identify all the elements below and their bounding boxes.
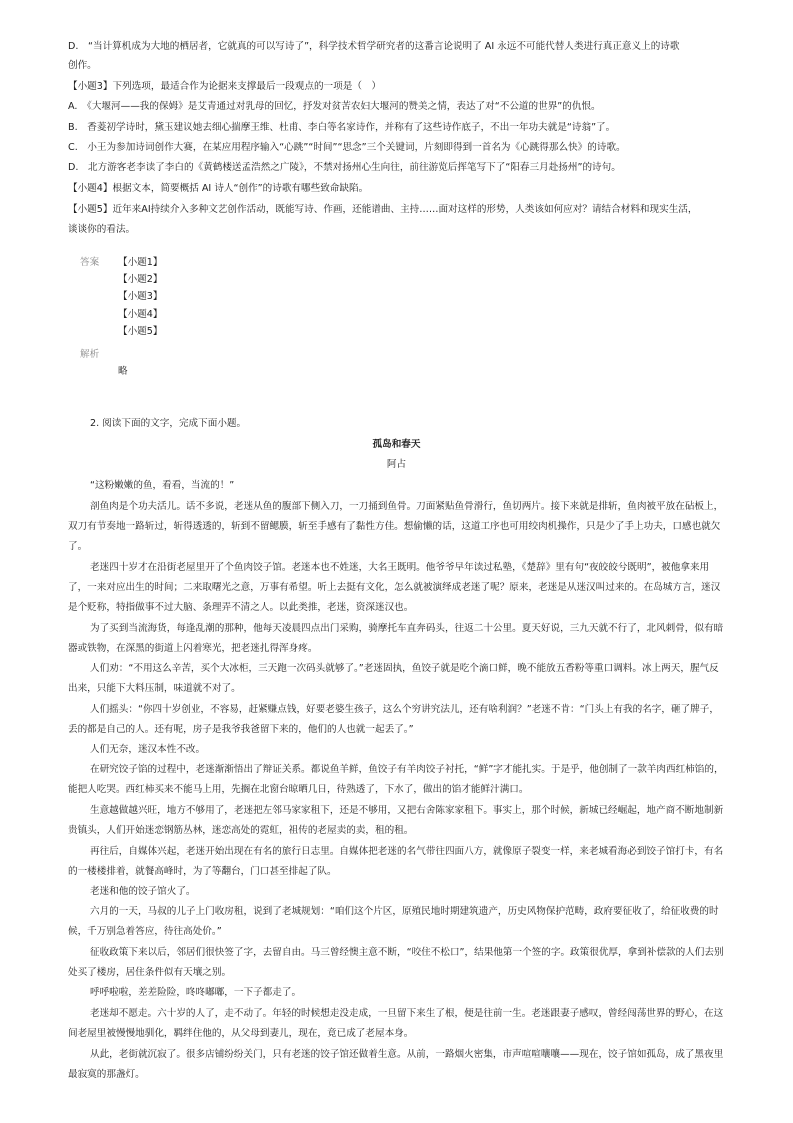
- answer-item: 【小题5】: [118, 326, 163, 337]
- article-paragraph: 征收政策下来以后，邻居们很快签了字，去留自由。马三曾经懊主意不断，“咬住不松口”，结果他第一个签的字。政策很优厚，拿到补偿款的人们去别处买了楼房，居住条件似有天壤之别。: [68, 947, 724, 978]
- q1-option-d-line2: 创作。: [68, 60, 97, 71]
- answer-item: 【小题2】: [118, 274, 163, 285]
- answer-item: 【小题4】: [118, 309, 163, 320]
- q5-stem-line2: 谈谈你的看法。: [68, 224, 136, 235]
- article-paragraph: 呼呼啦啦，差差险险，咚咚嘟嘟，一下子都走了。: [90, 987, 302, 998]
- article-paragraph: 人们无奈，迷汉本性不改。: [90, 744, 206, 755]
- answer-item: 【小题3】: [118, 291, 163, 302]
- article-author: 阿占: [386, 459, 407, 470]
- q5-stem-line1: 【小题5】近年来AI持续介入多种文艺创作活动，既能写诗、作画，还能谱曲、主持……面对这样的形势，人类该如何应对？请结合材料和现实生活，: [68, 204, 698, 215]
- article-paragraph: 从此，老街就沉寂了。很多店铺纷纷关门，只有老迷的饺子馆还做着生意。从前，一路烟火密集，市声喧喧嚷嚷——现在，饺子馆如孤岛，成了黑夜里最寂寞的那盏灯。: [68, 1049, 724, 1080]
- q3-option-a: A. 《大堰河——我的保姆》是艾青通过对乳母的回忆，抒发对贫苦农妇大堰河的赞美之情，表达了对“不公道的世界”的仇恨。: [68, 101, 601, 112]
- article-paragraph: 再往后，自媒体兴起，老迷开始出现在有名的旅行日志里。自媒体把老迷的名气带往四面八方，就像原子裂变一样，来老城看海必到饺子馆打卡，有名的一楼楼排着，就餐高峰时，为了等翻台，门口甚至排起了队。: [68, 846, 724, 877]
- q3-option-d: D. 北方游客老李读了李白的《黄鹤楼送孟浩然之广陵》，不禁对扬州心生向往，前往游览后挥笔写下了“阳春三月赴扬州”的诗句。: [68, 162, 621, 173]
- article-paragraph: 在研究饺子馅的过程中，老迷渐渐悟出了辩证关系。都说鱼羊鲜，鱼饺子有羊肉饺子衬托，“鲜”字才能扎实。于是乎，他创制了一款羊肉西红柿馅的，能把人吃哭。西红柿买来不能马上用，先搁在北窗台晾晒几日，待熟透了，下水了，做出的馅才能鲜汁满口。: [68, 764, 724, 795]
- article-title: 孤岛和春天: [372, 439, 421, 450]
- article-paragraph: 剖鱼肉是个功夫活儿。话不多说，老迷从鱼的腹部下侧入刀，一刀捅到鱼骨。刀面紧贴鱼骨滑行，鱼切两片。接下来就是排斩，鱼肉被平放在砧板上，双刀有节奏地一路斩过，斩得透透的，斩到不留鳃膜，斩至手感有了黏性方佳。想偷懒的话，这道工序也可用绞肉机操作，只是少了手上功夫，口感也就欠了。: [68, 501, 724, 552]
- article-paragraph: 六月的一天，马叔的儿子上门收房租，说到了老城规划：“咱们这个片区，原殖民地时期建筑遗产，历史风物保护范畴，政府要征收了，给征收费的时候，千万别急着答应，待往高处价。”: [68, 906, 719, 937]
- article-paragraph: 老迷和他的饺子馆火了。: [90, 886, 196, 897]
- article-paragraph: 人们摇头：“你四十岁创业，不容易，赶紧赚点钱，好要老婆生孩子，这么个穷讲究法儿，还有啥利润？”老迷不肯：“门头上有我的名字，砸了牌子，丢的都是自己的人。还有呢，房子是我爷我爸留下来的，他们的人也就一起丢了。”: [68, 704, 719, 735]
- analysis-text: 略: [118, 366, 128, 377]
- analysis-label: 解析: [80, 349, 100, 360]
- q3-option-b: B. 香菱初学诗时，黛玉建议她去细心揣摩王维、杜甫、李白等名家诗作，并称有了这些诗作底子，不出一年功夫就是“诗翁”了。: [68, 122, 616, 133]
- answer-label: 答案: [80, 257, 100, 268]
- article-paragraph: 生意越做越兴旺，地方不够用了，老迷把左邻马家家租下，还是不够用，又把右舍陈家家租下。事实上，那个时候，新城已经崛起，地产商不断地制新贵镇头，人们开始迷恋钢筋丛林，迷恋高处的霓虹，祖传的老屋卖的卖，租的租。: [68, 805, 724, 836]
- q1-option-d-line1: D. “当计算机成为大地的栖居者，它就真的可以写诗了”，科学技术哲学研究者的这番言论说明了 AI 永远不可能代替人类进行真正意义上的诗歌: [68, 41, 680, 52]
- article-paragraph: 人们劝：“不用这么辛苦，买个大冰柜，三天跑一次码头就够了。”老迷固执，鱼饺子就是吃个滴口鲜，晚不能放五香粉等重口调料。冰上两天，腥气反出来，只能下大料压制，味道就不对了。: [68, 663, 719, 694]
- q2-intro: 2. 阅读下面的文字，完成下面小题。: [90, 418, 247, 429]
- article-paragraph: 为了买到当流海货，每逢乱潮的那种，他每天凌晨四点出门采购，骑摩托车直奔码头，往返二十公里。夏天好说，三九天就不行了，北风刺骨，似有暗器或铁物，在深黑的街道上闪着寒光，把老迷扎得浑身疼。: [68, 623, 724, 654]
- answer-item: 【小题1】: [118, 257, 163, 268]
- article-paragraph: 老迷四十岁才在沿街老屋里开了个鱼肉饺子馆。老迷本也不姓迷，大名王既明。他爷爷早年读过私塾，《楚辞》里有句“夜皎皎兮既明”，被他拿来用了，一来对应出生的时间；二来取曙光之意，万事有希望。听上去挺有文化，怎么就被演绎成老迷了呢？原来，老迷是从迷汉叫过来的。在岛城方言，迷汉是个贬称，特指做事不过大脑、条理弄不清之人。以此类推，老迷，资深迷汉也。: [68, 562, 721, 613]
- q3-stem: 【小题3】下列选项，最适合作为论据来支撑最后一段观点的一项是（ ）: [68, 81, 382, 92]
- article-paragraph: 老迷却不愿走。六十岁的人了，走不动了。年轻的时候想走没走成，一旦留下来生了根，便是往前一生。老迷跟妻子感叹，曾经闯荡世界的野心，在这间老屋里被慢慢地驯化，羁绊住他的，从父母到妻儿，现在，竟已成了老屋本身。: [68, 1008, 724, 1039]
- q3-option-c: C. 小王为参加诗词创作大赛，在某应用程序输入“心跳”“时间”“思念”三个关键词，片刻即得到一首名为《心跳得那么快》的诗歌。: [68, 142, 626, 153]
- article-paragraph: “这粉嫩嫩的鱼，看看，当流的！”: [90, 480, 235, 491]
- q4-stem: 【小题4】根据文本，简要概括 AI 诗人“创作”的诗歌有哪些致命缺陷。: [68, 183, 369, 194]
